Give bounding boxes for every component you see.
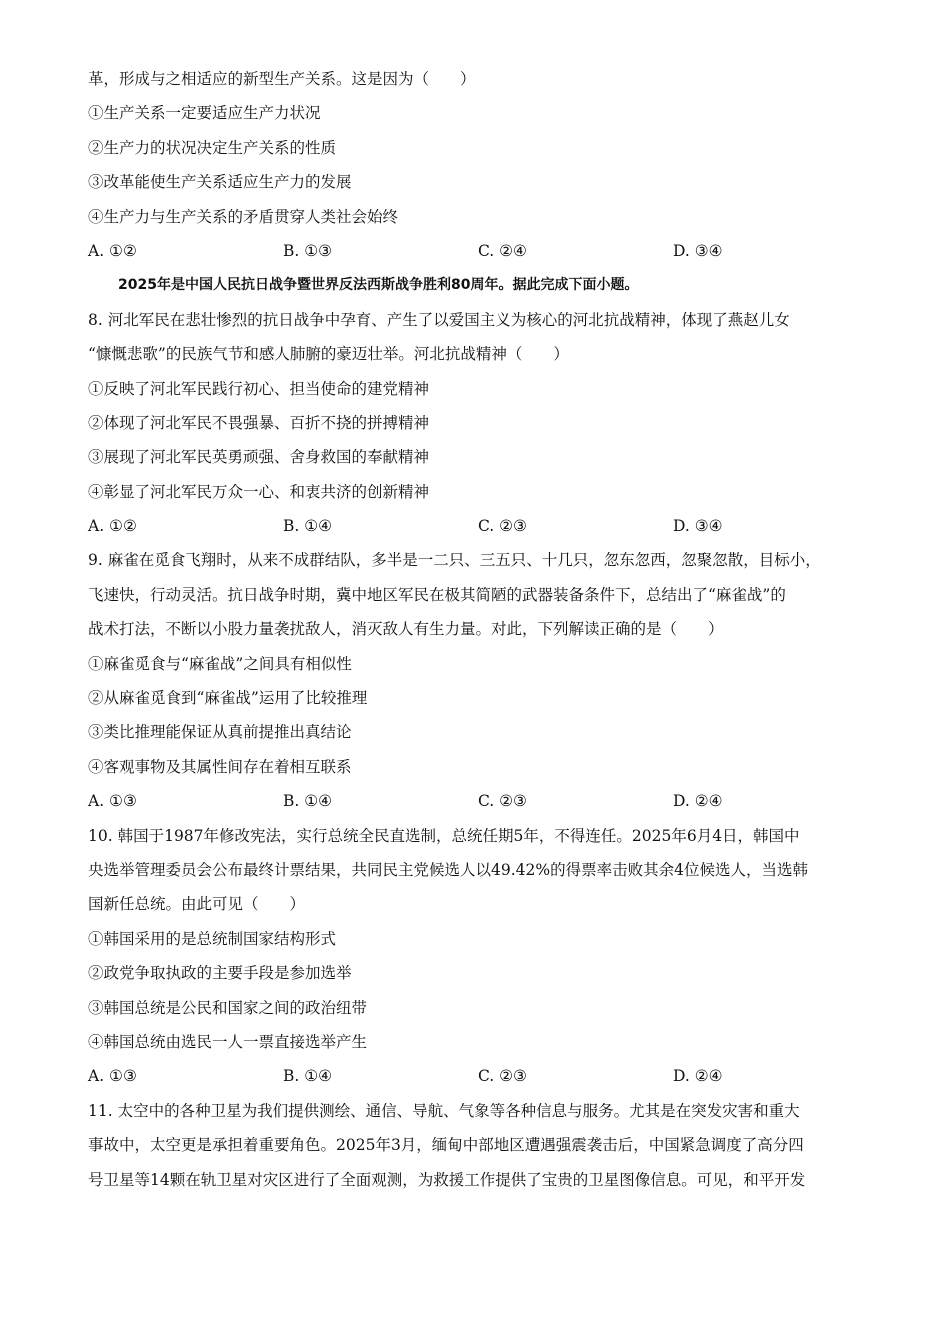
- q10-stem-line-1: 10. 韩国于1987年修改宪法，实行总统全民直选制，总统任期5年，不得连任。2025年6月4日，韩国中: [88, 826, 800, 845]
- q9-option-3: ③类比推理能保证从真前提推出真结论: [88, 723, 352, 742]
- q7-choice-a: A. ①②: [88, 241, 137, 260]
- q9-choice-c: C. ②③: [478, 792, 527, 811]
- q9-option-1: ①麻雀觅食与“麻雀战”之间具有相似性: [88, 654, 352, 673]
- q9-stem-line-3: 战术打法，不断以小股力量袭扰敌人，消灭敌人有生力量。对此，下列解读正确的是（ ）: [88, 620, 724, 639]
- q8-stem-line-2: “慷慨悲歌”的民族气节和感人肺腑的豪迈壮举。河北抗战精神（ ）: [88, 345, 569, 364]
- q9-choice-a: A. ①③: [88, 792, 137, 811]
- q7-choice-b: B. ①③: [283, 241, 333, 260]
- q8-choices: [88, 515, 888, 537]
- q7-option-2: ②生产力的状况决定生产关系的性质: [88, 138, 337, 157]
- q9-choices: [88, 790, 888, 812]
- q7-option-4: ④生产力与生产关系的矛盾贯穿人类社会始终: [88, 207, 399, 226]
- q7-choices: [88, 240, 888, 262]
- q9-stem-line-2: 飞速快，行动灵活。抗日战争时期，冀中地区军民在极其简陋的武器装备条件下，总结出了“麻雀战”的: [88, 585, 786, 604]
- q9-option-4: ④客观事物及其属性间存在着相互联系: [88, 757, 352, 776]
- q8-option-4: ④彰显了河北军民万众一心、和衷共济的创新精神: [88, 482, 430, 501]
- section-intro: 2025年是中国人民抗日战争暨世界反法西斯战争胜利80周年。据此完成下面小题。: [118, 277, 639, 294]
- q10-option-1: ①韩国采用的是总统制国家结构形式: [88, 929, 337, 948]
- q9-option-2: ②从麻雀觅食到“麻雀战”运用了比较推理: [88, 689, 368, 708]
- q11-stem-line-1: 11. 太空中的各种卫星为我们提供测绘、通信、导航、气象等各种信息与服务。尤其是在突发灾害和重大: [88, 1101, 800, 1120]
- q10-option-4: ④韩国总统由选民一人一票直接选举产生: [88, 1032, 368, 1051]
- q11-stem-line-3: 号卫星等14颗在轨卫星对灾区进行了全面观测，为救援工作提供了宝贵的卫星图像信息。可见，和平开发: [88, 1170, 806, 1189]
- q10-stem-line-2: 央选举管理委员会公布最终计票结果，共同民主党候选人以49.42%的得票率击败其余4位候选人，当选韩: [88, 860, 808, 879]
- q8-choice-a: A. ①②: [88, 517, 137, 536]
- q8-choice-c: C. ②③: [478, 517, 527, 536]
- q10-choice-c: C. ②③: [478, 1067, 527, 1086]
- q7-choice-c: C. ②④: [478, 241, 527, 260]
- q8-choice-d: D. ③④: [673, 517, 723, 536]
- q10-choice-b: B. ①④: [283, 1067, 333, 1086]
- q9-stem-line-1: 9. 麻雀在觅食飞翔时，从来不成群结队，多半是一二只、三五只、十几只，忽东忽西，忽聚忽散，目标小，: [88, 551, 821, 570]
- q11-stem-line-2: 事故中，太空更是承担着重要角色。2025年3月，缅甸中部地区遭遇强震袭击后，中国紧急调度了高分四: [88, 1136, 804, 1155]
- q10-option-2: ②政党争取执政的主要手段是参加选举: [88, 964, 352, 983]
- q10-choices: [88, 1065, 888, 1087]
- q9-choice-b: B. ①④: [283, 792, 333, 811]
- q10-stem-line-3: 国新任总统。由此可见（ ）: [88, 895, 306, 914]
- q8-option-2: ②体现了河北军民不畏强暴、百折不挠的拼搏精神: [88, 413, 430, 432]
- q7-stem-continuation: 革，形成与之相适应的新型生产关系。这是因为（ ）: [88, 70, 476, 88]
- q10-option-3: ③韩国总统是公民和国家之间的政治纽带: [88, 998, 368, 1017]
- q8-stem-line-1: 8. 河北军民在悲壮惨烈的抗日战争中孕育、产生了以爱国主义为核心的河北抗战精神，体现了燕赵儿女: [88, 310, 790, 329]
- q7-option-3: ③改革能使生产关系适应生产力的发展: [88, 173, 352, 192]
- q10-choice-a: A. ①③: [88, 1067, 137, 1086]
- q8-option-3: ③展现了河北军民英勇顽强、舍身救国的奉献精神: [88, 448, 430, 467]
- q8-choice-b: B. ①④: [283, 517, 333, 536]
- q10-choice-d: D. ②④: [673, 1067, 723, 1086]
- exam-page: [88, 68, 888, 1203]
- q7-choice-d: D. ③④: [673, 241, 723, 260]
- q7-option-1: ①生产关系一定要适应生产力状况: [88, 104, 321, 123]
- q8-option-1: ①反映了河北军民践行初心、担当使命的建党精神: [88, 379, 430, 398]
- q9-choice-d: D. ②④: [673, 792, 723, 811]
